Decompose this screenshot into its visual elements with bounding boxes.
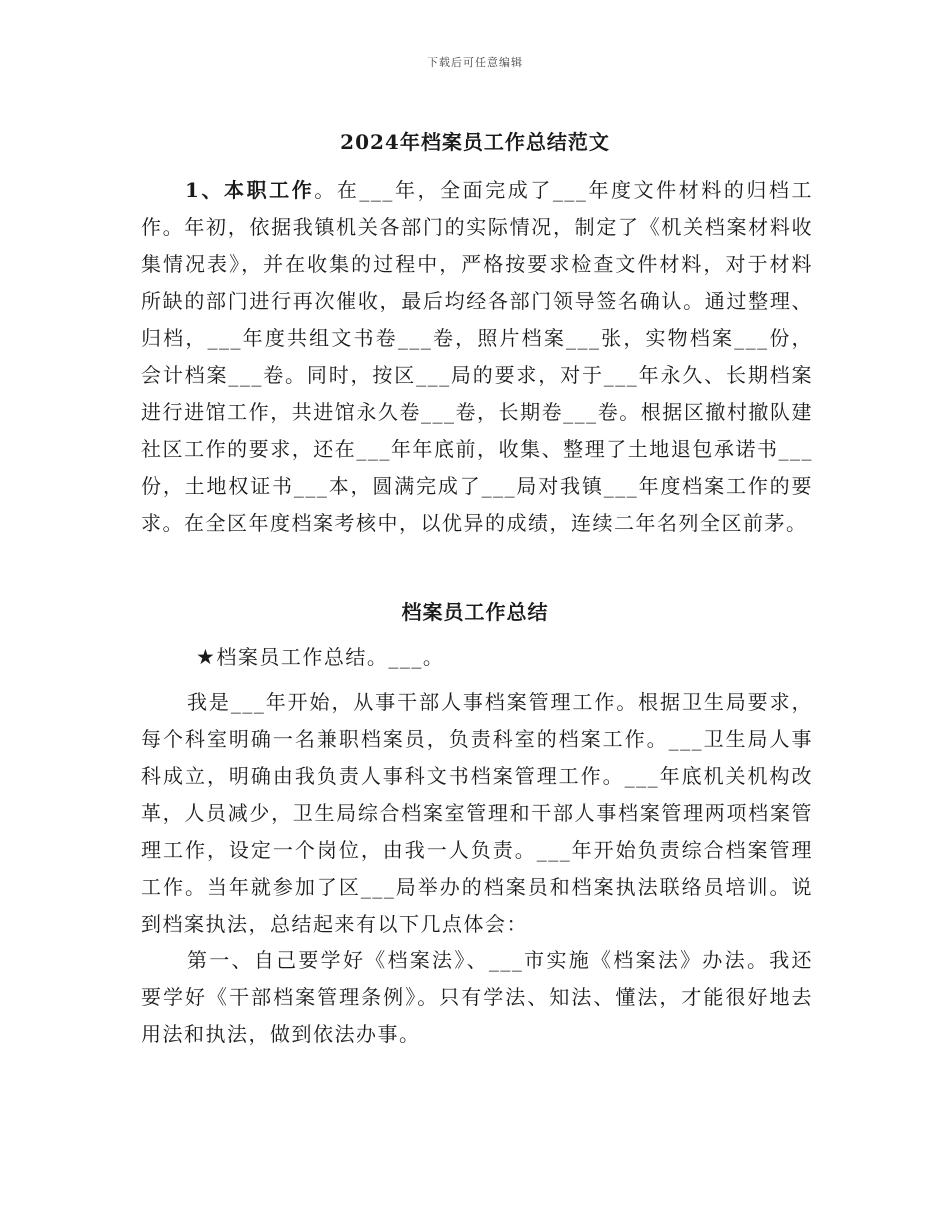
paragraph-job-duties (141, 172, 813, 542)
star-summary-line (196, 642, 444, 672)
section-heading: 档案员工作总结 (401, 600, 549, 624)
paragraph-work-history: 我是___年开始，从事干部人事档案管理工作。根据卫生局要求，每个科室明确一名兼职档案员，负责科室的档案工作。___卫生局人事科成立，明确由我负责人事科文书档案管理工作。___年底机关机构改革，人员减少，卫生局综合档案室管理和干部人事档案管理两项档案管理工作，设定一个岗位，由我一人负责。___年开始负责综合档案管理工作。当年就参加了区___局举办的档案员和档案执法联络员培训。说到档案执法，总结起来有以下几点体会： (141, 690, 813, 936)
page-header-note: 下载后可任意编辑 (427, 56, 523, 69)
paragraph-point-one: 第一、自己要学好《档案法》、___市实施《档案法》办法。我还要学好《干部档案管理条例》。只有学法、知法、懂法，才能很好地去用法和执法，做到依法办事。 (141, 948, 813, 1046)
paragraph-body: 。在___年，全面完成了___年度文件材料的归档工作。年初，依据我镇机关各部门的实际情况，制定了《机关档案材料收集情况表》，并在收集的过程中，严格按要求检查文件材料，对于材料所缺的部门进行再次催收，最后均经各部门领导签名确认。通过整理、归档，___年度共组文书卷___卷，照片档案___张，实物档案___份，会计档案___卷。同时，按区___局的要求，对于___年永久、长期档案进行进馆工作，共进馆永久卷___卷，长期卷___卷。根据区撤村撤队建社区工作的要求，还在___年年底前，收集、整理了土地退包承诺书___份，土地权证书___本，圆满完成了___局对我镇___年度档案工作的要求。在全区年度档案考核中，以优异的成绩，连续二年名列全区前茅。 (141, 178, 813, 535)
paragraph-lead-heading: 1、本职工作 (185, 178, 315, 202)
document-title: 2024年档案员工作总结范文 (340, 130, 610, 154)
star-summary-text: 档案员工作总结。___。 (216, 645, 445, 669)
star-icon: ★ (196, 645, 217, 669)
